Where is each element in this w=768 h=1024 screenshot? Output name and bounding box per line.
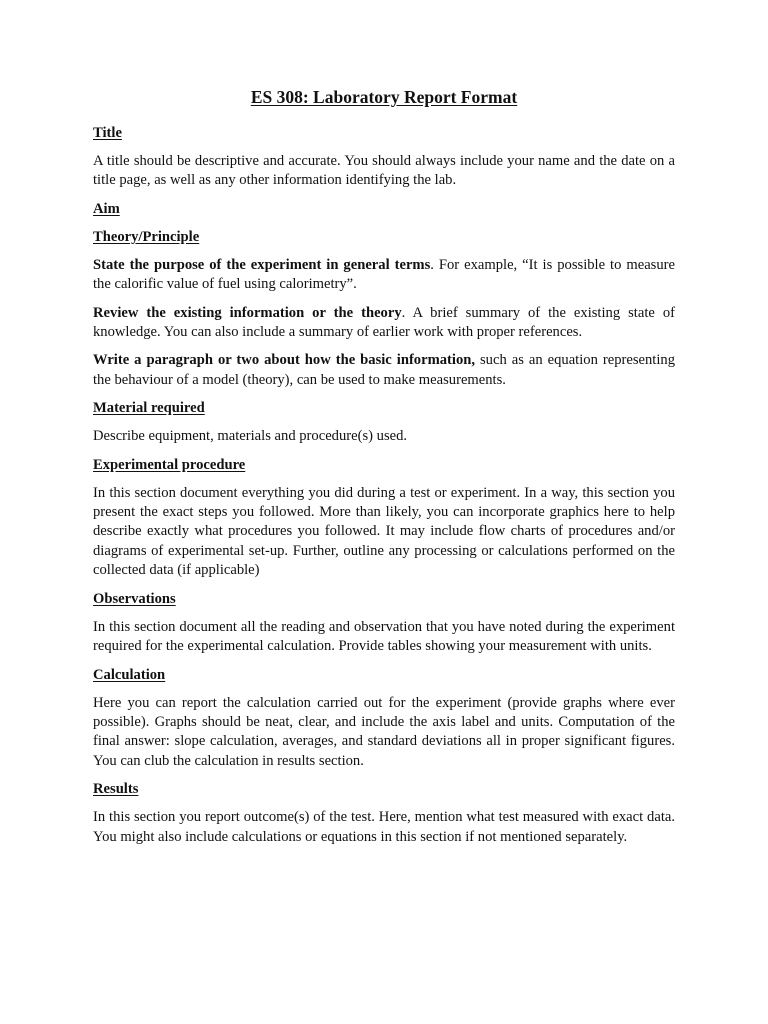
theory-basic-lead: Write a paragraph or two about how the basic information, bbox=[93, 352, 476, 369]
heading-theory: Theory/Principle bbox=[93, 228, 200, 245]
heading-results: Results bbox=[93, 781, 139, 798]
heading-material: Material required bbox=[93, 400, 205, 417]
paragraph-results: In this section you report outcome(s) of the test. Here, mention what test measured with exact data. You might also include calculations or equations in this section if not mentioned separately. bbox=[93, 809, 675, 845]
document-title: ES 308: Laboratory Report Format bbox=[250, 87, 518, 107]
paragraph-procedure: In this section document everything you did during a test or experiment. In a way, this section you present the exact steps you followed. More than likely, you can incorporate graphics here to help describe exactly what procedures you followed. It may include flow charts of procedures and/or diagrams of experimental set-up. Further, outline any processing or calculations performed on the collected data (if applicable) bbox=[93, 484, 675, 579]
paragraph-material: Describe equipment, materials and procedure(s) used. bbox=[93, 428, 408, 445]
theory-purpose-text: . For example, “It is possible to measure the calorific value of fuel using calorimetry”. bbox=[93, 256, 675, 293]
paragraph-theory-basic bbox=[93, 351, 675, 390]
paragraph-calculation: Here you can report the calculation carried out for the experiment (provide graphs where ever possible). Graphs should be neat, clear, and include the axis label and units. Computation of the final answer: slope calculation, averages, and standard deviations all in proper significant figures. You can club the calculation in results section. bbox=[93, 694, 675, 769]
paragraph-theory-purpose bbox=[93, 256, 675, 295]
paragraph-observations: In this section document all the reading and observation that you have noted during the experiment required for the experimental calculation. Provide tables showing your measurement with units. bbox=[93, 618, 675, 655]
paragraph-title: A title should be descriptive and accurate. You should always include your name and the date on a title page, as well as any other information identifying the lab. bbox=[93, 153, 675, 189]
heading-observations: Observations bbox=[93, 590, 176, 607]
theory-review-text: . A brief summary of the existing state of knowledge. You can also include a summary of earlier work with proper references. bbox=[93, 304, 675, 341]
theory-purpose-lead: State the purpose of the experiment in general terms bbox=[93, 256, 431, 273]
theory-basic-text: such as an equation representing the behaviour of a model (theory), can be used to make measurements. bbox=[93, 352, 675, 388]
theory-review-lead: Review the existing information or the theory bbox=[93, 304, 402, 321]
document-page bbox=[93, 86, 675, 856]
paragraph-theory-review bbox=[93, 304, 675, 343]
heading-calculation: Calculation bbox=[93, 666, 166, 683]
heading-aim: Aim bbox=[93, 200, 120, 217]
heading-procedure: Experimental procedure bbox=[93, 456, 246, 473]
heading-title: Title bbox=[93, 125, 122, 141]
